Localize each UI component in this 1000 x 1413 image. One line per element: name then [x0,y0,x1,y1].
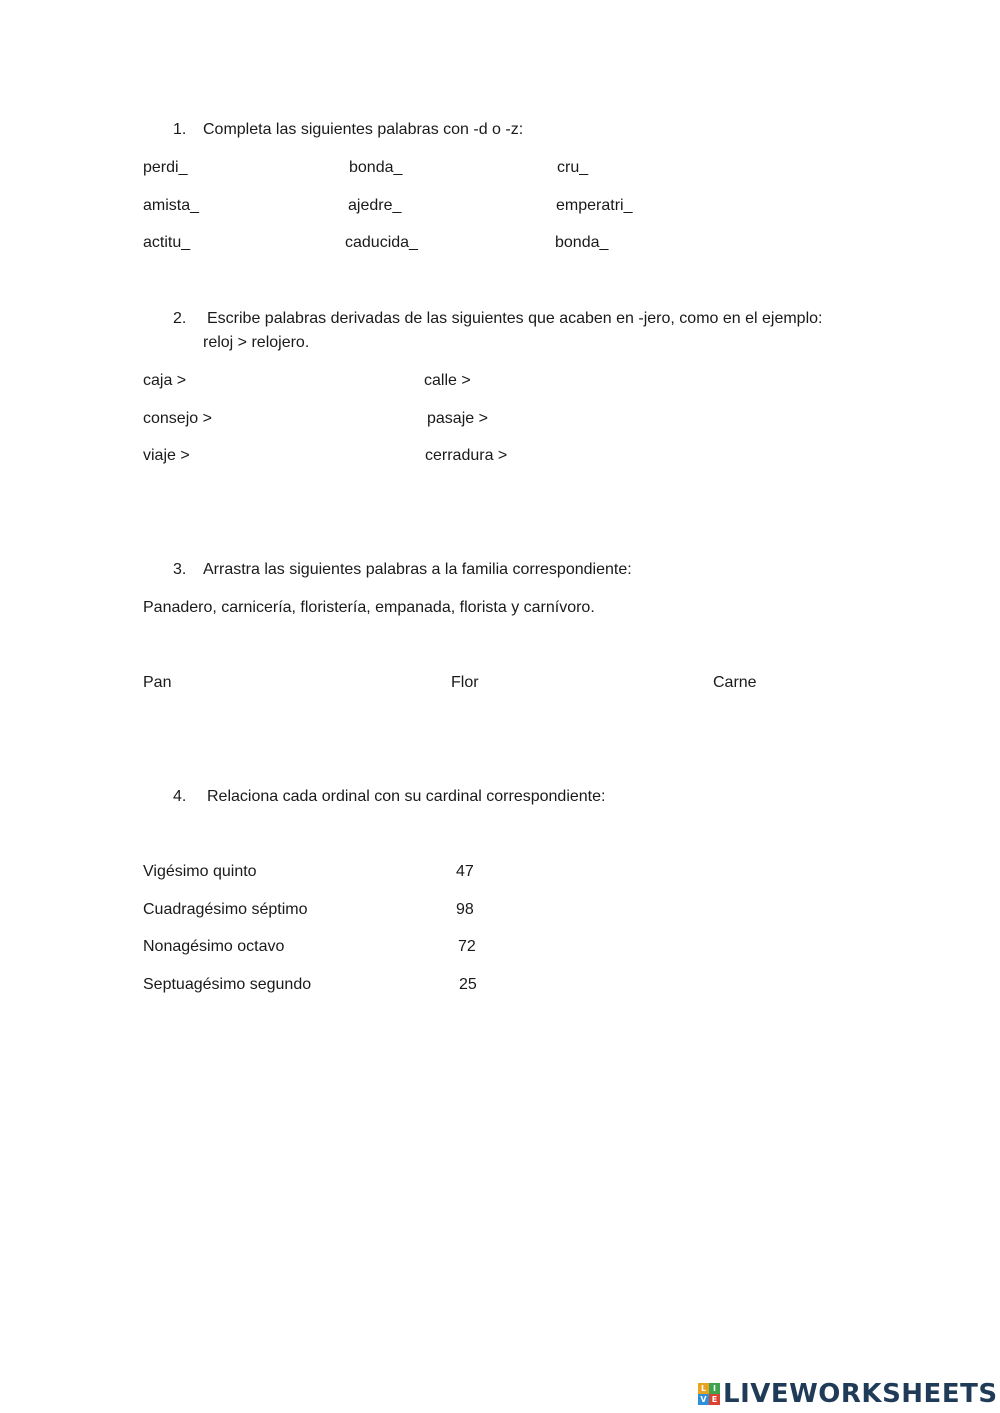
q1-word-perdi[interactable]: perdi_ [143,159,188,176]
q1-title: Completa las siguientes palabras con -d o -z: [203,121,524,138]
q4-ordinal-1[interactable]: Vigésimo quinto [143,863,257,880]
q1-word-actitu[interactable]: actitu_ [143,234,191,251]
q4-title: Relaciona cada ordinal con su cardinal correspondiente: [207,788,606,805]
q4-cardinal-2[interactable]: 98 [456,901,474,918]
q1-word-bonda[interactable]: bonda_ [349,159,403,176]
logo-tile-i: I [709,1383,720,1394]
liveworksheets-logo-icon [698,1383,720,1405]
q3-family-pan[interactable]: Pan [143,674,172,691]
q2-number: 2. [173,310,187,327]
q4-cardinal-3[interactable]: 72 [458,938,476,955]
liveworksheets-logo [698,1380,998,1408]
q2-word-consejo[interactable]: consejo > [143,410,212,427]
q2-word-viaje[interactable]: viaje > [143,447,190,464]
logo-tile-e: E [709,1394,720,1405]
q2-word-cerradura[interactable]: cerradura > [425,447,508,464]
q4-ordinal-3[interactable]: Nonagésimo octavo [143,938,285,955]
q3-number: 3. [173,561,187,578]
q4-ordinal-2[interactable]: Cuadragésimo séptimo [143,901,308,918]
q4-cardinal-4[interactable]: 25 [459,976,477,993]
q1-word-cru[interactable]: cru_ [557,159,589,176]
q1-word-ajedre[interactable]: ajedre_ [348,197,402,214]
logo-tile-v: V [698,1394,709,1405]
q1-word-emperatri[interactable]: emperatri_ [556,197,633,214]
q2-title: Escribe palabras derivadas de las siguientes que acaben en -jero, como en el ejemplo: [207,310,823,327]
q3-word-list[interactable]: Panadero, carnicería, floristería, empanada, florista y carnívoro. [143,599,595,616]
q2-word-calle[interactable]: calle > [424,372,471,389]
q4-ordinal-4[interactable]: Septuagésimo segundo [143,976,312,993]
q1-word-caducida[interactable]: caducida_ [345,234,418,251]
q3-title: Arrastra las siguientes palabras a la familia correspondiente: [203,561,632,578]
q4-cardinal-1[interactable]: 47 [456,863,474,880]
q3-family-carne[interactable]: Carne [713,674,757,691]
q4-number: 4. [173,788,187,805]
logo-tile-l: L [698,1383,709,1394]
q1-word-amista[interactable]: amista_ [143,197,200,214]
liveworksheets-brand: LIVEWORKSHEETS [723,1379,998,1409]
q3-family-flor[interactable]: Flor [451,674,479,691]
q1-word-bonda-2[interactable]: bonda_ [555,234,609,251]
q1-number: 1. [173,121,187,138]
q2-word-caja[interactable]: caja > [143,372,187,389]
q2-word-pasaje[interactable]: pasaje > [427,410,488,427]
q2-example: reloj > relojero. [203,334,310,351]
